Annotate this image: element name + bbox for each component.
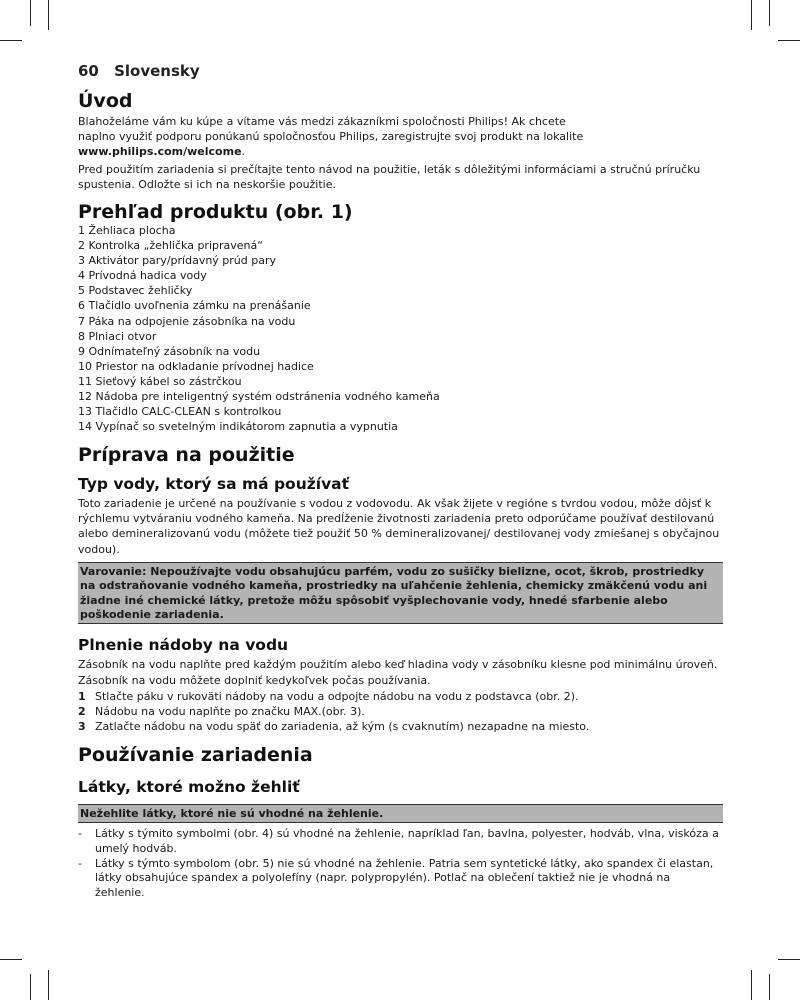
bullet-list [78,827,723,900]
list-item [78,857,723,901]
step-text: Zatlačte nádobu na vodu späť do zariadenia, až kým (s cvaknutím) nezapadne na miesto. [95,720,590,734]
water-type-text: Toto zariadenie je určené na používanie s vodou z vodovodu. Ak však žijete v regióne s tvrdou vodou, môže dôjsť k rýchlemu vytváraniu vodného kameňa. Na predĺženie životnosti zariadenia preto odporúčame používať destilovanú alebo demineralizovanú vodu (môžete tiež použiť 50 % demineralizovanej/ destilovanej vody zmiešanej s obyčajnou vodou). [78,497,720,556]
usage-section [78,744,723,900]
list-item: 2 Kontrolka „žehlička pripravená“ [78,239,263,253]
crop-mark [48,0,49,30]
usage-title: Používanie zariadenia [78,744,313,766]
crop-mark [30,974,31,1000]
crop-mark [48,970,49,1000]
fill-title: Plnenie nádoby na vodu [78,636,289,655]
water-type-title: Typ vody, ktorý sa má používať [78,475,350,493]
list-item: 8 Plniaci otvor [78,329,157,343]
bullet-dash: - [78,827,82,841]
step-number: 2 [78,705,86,719]
intro-paragraph-2: Pred použitím zariadenia si prečítajte tento návod na použitie, leták s dôležitými informáciami a stručnú príručku spustenia. Odložte si ich na neskoršie použitie. [78,162,701,191]
list-item: 9 Odnímateľný zásobník na vodu [78,344,261,358]
step-text: Stlačte páku v rukoväti nádoby na vodu a odpojte nádobu na vodu z podstavca (obr. 2). [95,689,579,703]
language-label: Slovensky [114,62,200,80]
list-item: 6 Tlačidlo uvoľnenia zámku na prenášanie [78,299,311,313]
url-period: . [241,145,246,159]
fabrics-title: Látky, ktoré možno žehliť [78,778,300,796]
list-item: 7 Páka na odpojenie zásobníka na vodu [78,314,296,328]
list-item: 10 Priestor na odkladanie prívodnej hadice [78,359,314,373]
list-item [78,689,723,704]
fill-text: Zásobník na vodu naplňte pred každým použitím alebo keď hladina vody v zásobníku klesne pod minimálnu úroveň. Zásobník na vodu môžete doplniť kedykoľvek počas používania. [78,658,718,687]
step-text: Nádobu na vodu naplňte po značku MAX.(obr. 3). [95,705,365,719]
bullet-text: Látky s týmto symbolom (obr. 5) nie sú vhodné na žehlenie. Patria sem syntetické látky, ako spandex či elastan, látky obsahujúce spandex a polyolefíny (napr. polypropylén). Potlač na oblečení taktiež nie je vhodná na žehlenie. [95,856,714,899]
page-header [78,62,200,80]
list-item: 14 Vypínač so svetelným indikátorom zapnutia a vypnutia [78,420,398,434]
notice-box: Nežehlite látky, ktoré nie sú vhodné na žehlenie. [78,804,723,823]
list-item: 5 Podstavec žehličky [78,284,193,298]
intro-title: Úvod [78,90,133,112]
crop-mark [778,40,800,41]
crop-mark [769,974,770,1000]
crop-mark [30,0,31,26]
parts-list [78,223,723,434]
crop-mark [751,0,752,30]
prep-title: Príprava na použitie [78,444,295,466]
step-number: 1 [78,689,86,703]
list-item [78,719,723,734]
overview-title: Prehľad produktu (obr. 1) [78,201,353,223]
list-item: 11 Sieťový kábel so zástrčkou [78,374,242,388]
list-item: 12 Nádoba pre inteligentný systém odstránenia vodného kameňa [78,390,440,404]
crop-mark [769,0,770,26]
intro-paragraph [78,114,723,160]
steps-list [78,689,723,735]
crop-mark [0,959,22,960]
list-item: 4 Prívodná hadica vody [78,269,207,283]
list-item [78,827,723,856]
overview-section [78,201,723,434]
bullet-text: Látky s týmito symbolmi (obr. 4) sú vhodné na žehlenie, napríklad ľan, bavlna, polyester, hodváb, vlna, viskóza a umelý hodváb. [95,827,719,855]
list-item: 1 Žehliaca plocha [78,224,176,237]
philips-url[interactable]: www.philips.com/welcome [78,145,242,159]
crop-mark [751,970,752,1000]
intro-section [78,90,723,192]
prep-section [78,444,723,734]
crop-mark [0,40,22,41]
list-item: 13 Tlačidlo CALC-CLEAN s kontrolkou [78,405,282,419]
intro-text-2: naplno využiť podporu ponúkanú spoločnosťou Philips, zaregistrujte svoj produkt na lokalite [78,130,584,144]
step-number: 3 [78,720,86,734]
bullet-dash: - [78,856,82,870]
warning-box: Varovanie: Nepoužívajte vodu obsahujúcu parfém, vodu zo sušičky bielizne, ocot, škrob, prostriedky na odstraňovanie vodného kameňa, prostriedky na uľahčenie žehlenia, chemicky zmäkčenú vodu ani žiadne iné chemické látky, pretože môžu spôsobiť vyšplechovanie vody, hnedé sfarbenie alebo poškodenie zariadenia. [78,562,723,625]
crop-mark [778,959,800,960]
intro-text-1: Blahoželáme vám ku kúpe a vítame vás medzi zákazníkmi spoločnosti Philips! Ak chcete [78,115,566,128]
list-item: 3 Aktivátor pary/prídavný prúd pary [78,254,277,268]
page-number: 60 [78,62,99,80]
list-item [78,704,723,719]
